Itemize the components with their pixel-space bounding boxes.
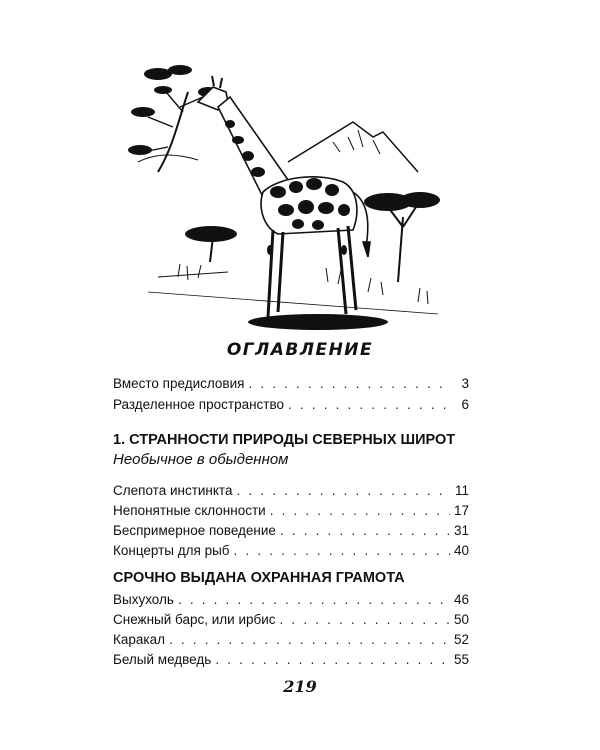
toc-entry-page: 40 — [453, 543, 469, 558]
mountain-icon — [288, 122, 418, 172]
toc-entry[interactable] — [113, 612, 469, 632]
toc-leader-dots — [236, 483, 451, 498]
toc-entry[interactable] — [113, 592, 469, 612]
toc-entry-title: Вместо предисловия — [113, 376, 245, 391]
toc-leader-dots — [169, 632, 450, 647]
section-title: 1. СТРАННОСТИ ПРИРОДЫ СЕВЕРНЫХ ШИРОТ — [113, 432, 456, 448]
page-number: 219 — [283, 677, 317, 696]
toc-entry-page: 55 — [453, 652, 469, 667]
toc-entry[interactable] — [113, 376, 469, 396]
toc-entry[interactable] — [113, 397, 469, 417]
toc-leader-dots — [178, 592, 450, 607]
toc-entry-title: Выхухоль — [113, 592, 174, 607]
giraffe-savanna-illustration — [118, 52, 448, 342]
toc-entry-title: Непонятные склонности — [113, 503, 266, 518]
tree-icon — [158, 226, 237, 277]
toc-leader-dots — [288, 397, 451, 412]
toc-entry-page: 31 — [453, 523, 469, 538]
section-title: СРОЧНО ВЫДАНА ОХРАННАЯ ГРАМОТА — [113, 570, 405, 586]
toc-entry-title: Концерты для рыб — [113, 543, 230, 558]
toc-leader-dots — [280, 523, 450, 538]
toc-entry[interactable] — [113, 483, 469, 503]
toc-entry-title: Беспримерное поведение — [113, 523, 276, 538]
toc-entry-title: Белый медведь — [113, 652, 212, 667]
toc-entry-page: 52 — [453, 632, 469, 647]
toc-leader-dots — [234, 543, 450, 558]
toc-leader-dots — [280, 612, 450, 627]
toc-entry-page: 3 — [461, 376, 469, 391]
toc-leader-dots — [215, 652, 450, 667]
toc-entry-title: Слепота инстинкта — [113, 483, 233, 498]
tree-icon — [364, 192, 440, 282]
toc-heading: ОГЛАВЛЕНИЕ — [226, 340, 374, 360]
toc-entry-title: Снежный барс, или ирбис — [113, 612, 276, 627]
toc-leader-dots — [248, 376, 451, 391]
toc-entry[interactable] — [113, 543, 469, 563]
toc-entry-title: Каракал — [113, 632, 165, 647]
toc-entry-page: 11 — [454, 483, 469, 498]
tree-icon — [128, 65, 218, 172]
toc-entry[interactable] — [113, 652, 469, 672]
toc-leader-dots — [270, 503, 450, 518]
toc-entry[interactable] — [113, 503, 469, 523]
giraffe-icon — [198, 76, 370, 317]
toc-entry[interactable] — [113, 632, 469, 652]
toc-entry-page: 50 — [453, 612, 469, 627]
toc-entry-page: 17 — [453, 503, 469, 518]
toc-entry-page: 6 — [461, 397, 469, 412]
grass-icon — [148, 264, 438, 314]
toc-entry[interactable] — [113, 523, 469, 543]
toc-entry-page: 46 — [453, 592, 469, 607]
toc-entry-title: Разделенное пространство — [113, 397, 284, 412]
section-subtitle: Необычное в обыденном — [113, 451, 289, 468]
